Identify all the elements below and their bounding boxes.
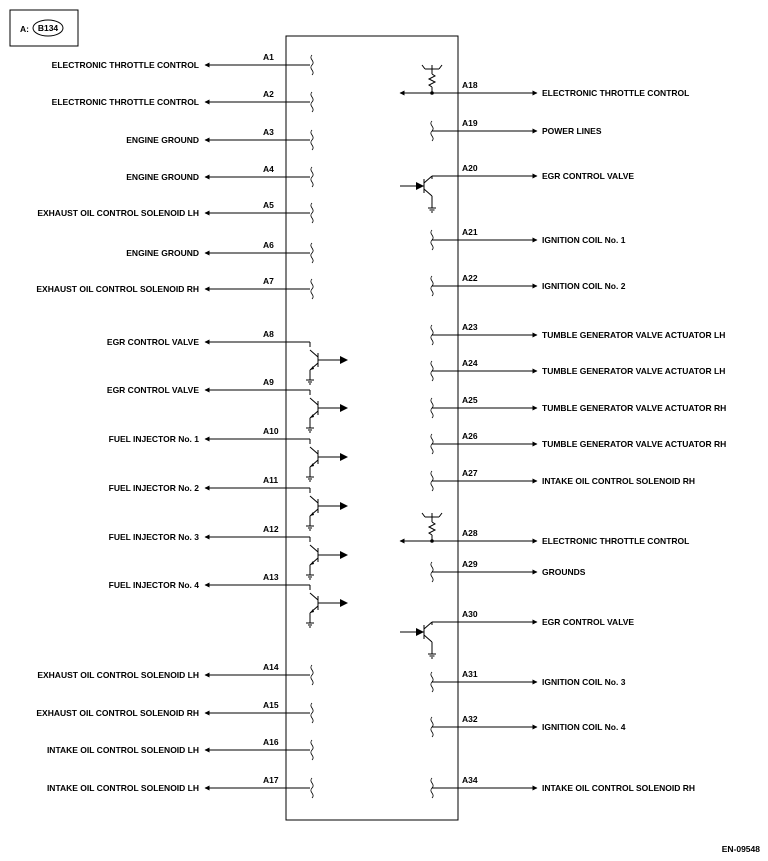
pin-number: A20 [462,163,478,173]
pin-number: A12 [263,524,279,534]
pin-number: A9 [263,377,274,387]
pin-number: A13 [263,572,279,582]
right-pin-a27 [431,468,695,491]
pin-number: A16 [263,737,279,747]
signal-label: POWER LINES [542,126,602,136]
signal-label: INTAKE OIL CONTROL SOLENOID RH [542,476,696,486]
left-pin-a4 [126,164,313,187]
pin-number: A6 [263,240,274,250]
right-pin-a21 [431,227,626,250]
pin-number: A22 [462,273,478,283]
left-pin-a13 [109,572,348,627]
pin-number: A4 [263,164,274,174]
right-pin-a28 [400,513,689,546]
right-pin-a18 [400,65,689,98]
signal-label: INTAKE OIL CONTROL SOLENOID LH [46,745,199,755]
pin-number: A1 [263,52,274,62]
pin-number: A25 [462,395,478,405]
signal-label: ELECTRONIC THROTTLE CONTROL [51,97,199,107]
left-pin-a16 [47,737,313,760]
left-pin-a3 [126,127,313,150]
pin-number: A24 [462,358,478,368]
signal-label: EXHAUST OIL CONTROL SOLENOID LH [37,670,199,680]
pin-number: A34 [462,775,478,785]
signal-label: ELECTRONIC THROTTLE CONTROL [51,60,199,70]
pin-number: A11 [263,475,279,485]
pin-number: A26 [462,431,478,441]
pin-number: A10 [263,426,279,436]
signal-label: IGNITION COIL No. 4 [542,722,626,732]
left-pin-a10 [109,426,348,481]
left-pin-a12 [109,524,348,579]
pin-number: A5 [263,200,274,210]
connector-badge [10,10,78,46]
signal-label: ELECTRONIC THROTTLE CONTROL [542,536,690,546]
pin-number: A7 [263,276,274,286]
left-pin-a8 [107,329,348,384]
left-pin-a11 [109,475,348,530]
right-pin-a31 [431,669,626,692]
left-pin-a6 [126,240,313,263]
signal-label: ELECTRONIC THROTTLE CONTROL [542,88,690,98]
figure-code: EN-09548 [721,844,760,854]
signal-label: FUEL INJECTOR No. 1 [108,434,199,444]
pin-number: A21 [462,227,478,237]
signal-label: TUMBLE GENERATOR VALVE ACTUATOR RH [542,439,727,449]
left-pin-a15 [36,700,313,723]
signal-label: ENGINE GROUND [126,172,199,182]
signal-label: ENGINE GROUND [126,248,199,258]
signal-label: IGNITION COIL No. 1 [542,235,626,245]
left-pin-a17 [47,775,313,798]
right-pin-group [400,65,726,798]
pin-number: A29 [462,559,478,569]
signal-label: ENGINE GROUND [126,135,199,145]
right-pin-a20 [400,163,634,212]
pin-number: A28 [462,528,478,538]
right-pin-a23 [431,322,726,345]
pin-number: A32 [462,714,478,724]
signal-label: FUEL INJECTOR No. 3 [108,532,199,542]
right-pin-a19 [431,118,602,141]
left-pin-a9 [107,377,348,432]
pin-number: A31 [462,669,478,679]
left-pin-a1 [52,52,313,75]
right-pin-a30 [400,609,634,658]
pin-number: A18 [462,80,478,90]
signal-label: EGR CONTROL VALVE [106,385,199,395]
signal-label: INTAKE OIL CONTROL SOLENOID LH [46,783,199,793]
pin-number: A8 [263,329,274,339]
right-pin-a22 [431,273,626,296]
pin-number: A15 [263,700,279,710]
pin-number: A23 [462,322,478,332]
pin-number: A30 [462,609,478,619]
signal-label: EXHAUST OIL CONTROL SOLENOID RH [36,708,199,718]
signal-label: EGR CONTROL VALVE [542,171,635,181]
signal-label: TUMBLE GENERATOR VALVE ACTUATOR LH [542,366,726,376]
right-pin-a25 [431,395,726,418]
signal-label: IGNITION COIL No. 3 [542,677,626,687]
right-pin-a32 [431,714,626,737]
signal-label: FUEL INJECTOR No. 2 [108,483,199,493]
signal-label: EGR CONTROL VALVE [542,617,635,627]
connector-prefix: A: [20,24,29,34]
signal-label: TUMBLE GENERATOR VALVE ACTUATOR LH [542,330,726,340]
left-pin-group [36,52,348,798]
pin-number: A2 [263,89,274,99]
signal-label: IGNITION COIL No. 2 [542,281,626,291]
pin-number: A27 [462,468,478,478]
left-pin-a2 [52,89,313,112]
signal-label: FUEL INJECTOR No. 4 [108,580,199,590]
signal-label: INTAKE OIL CONTROL SOLENOID RH [542,783,696,793]
signal-label: EXHAUST OIL CONTROL SOLENOID RH [36,284,199,294]
left-pin-a5 [37,200,313,223]
right-pin-a26 [431,431,726,454]
pin-number: A19 [462,118,478,128]
left-pin-a7 [36,276,313,299]
pin-number: A17 [263,775,279,785]
right-pin-a34 [431,775,695,798]
signal-label: TUMBLE GENERATOR VALVE ACTUATOR RH [542,403,727,413]
signal-label: EXHAUST OIL CONTROL SOLENOID LH [37,208,199,218]
left-pin-a14 [37,662,313,685]
pin-number: A14 [263,662,279,672]
right-pin-a24 [431,358,726,381]
pin-number: A3 [263,127,274,137]
signal-label: EGR CONTROL VALVE [106,337,199,347]
signal-label: GROUNDS [542,567,586,577]
connector-id: B134 [37,23,59,33]
right-pin-a29 [431,559,586,582]
